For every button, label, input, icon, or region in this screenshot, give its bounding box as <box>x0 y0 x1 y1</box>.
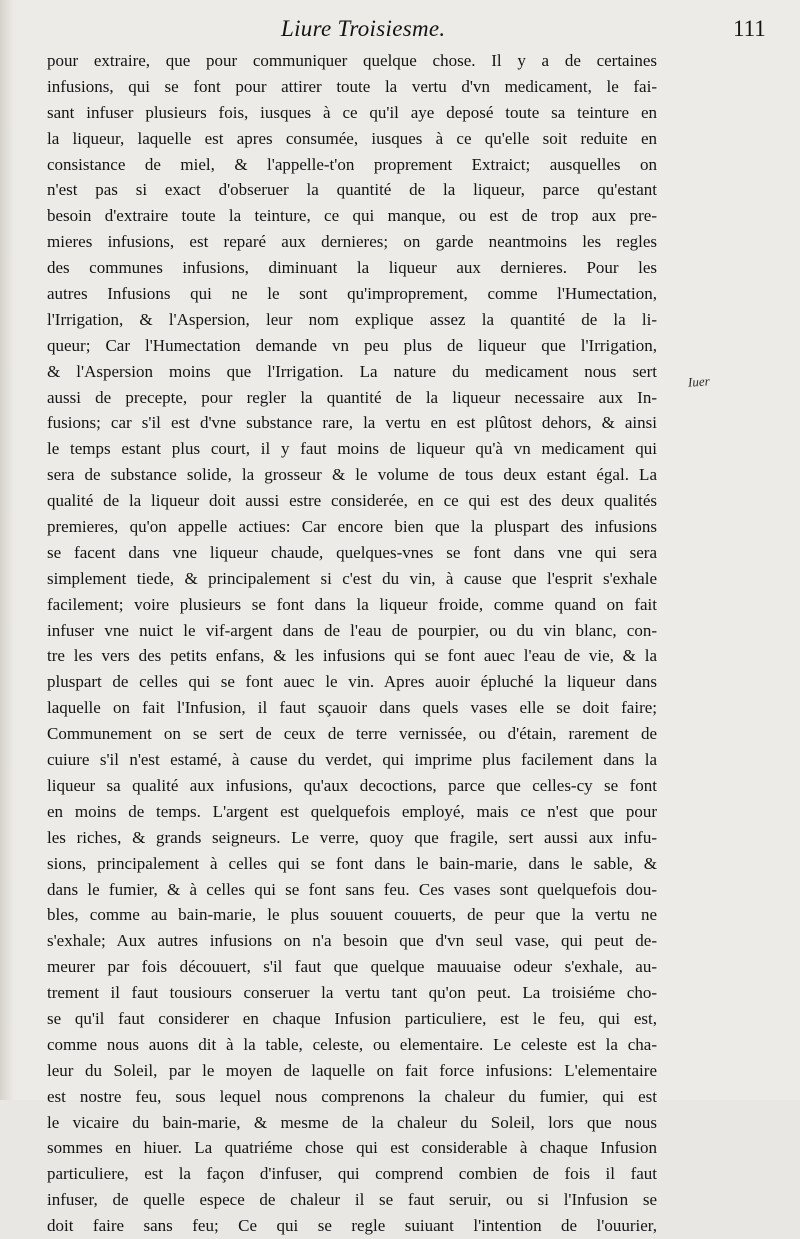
text-line: le vicaire du bain-marie, & mesme de la chaleur du Soleil, lors que nous <box>47 1112 657 1132</box>
text-line: laquelle on fait l'Infusion, il faut sçauoir dans quels vases elle se doit faire; <box>47 698 657 718</box>
text-line: est nostre feu, sous lequel nous comprenons la chaleur du fumier, qui est <box>47 1086 657 1106</box>
text-line: tre les vers des petits enfans, & les infusions qui se font auec l'eau de vie, & la <box>47 646 657 666</box>
text-line: simplement tiede, & principalement si c'est du vin, à cause que l'esprit s'exhale <box>47 568 657 588</box>
page-number: 111 <box>733 16 766 41</box>
text-line: dans le fumier, & à celles qui se font sans feu. Ces vases sont quelquefois dou- <box>47 879 657 899</box>
text-line: meurer par fois découuert, s'il faut que quelque mauuaise odeur s'exhale, au- <box>47 957 657 977</box>
text-line: Communement on se sert de ceux de terre vernissée, ou d'étain, rarement de <box>47 724 657 744</box>
page-header <box>0 16 800 46</box>
text-line: leur du Soleil, par le moyen de laquelle on fait force infusions: L'elementaire <box>47 1060 657 1080</box>
text-line: sommes en hiuer. La quatriéme chose qui est considerable à chaque Infusion <box>47 1138 657 1158</box>
text-line: queur; Car l'Humectation demande vn peu plus de liqueur que l'Irrigation, <box>47 335 657 355</box>
text-line: comme nous auons dit à la table, celeste, ou elementaire. Le celeste est la cha- <box>47 1034 657 1054</box>
text-line: liqueur sa qualité aux infusions, qu'aux decoctions, parce que celles-cy se font <box>47 775 657 795</box>
text-line: sant infuser plusieurs fois, iusques à ce qu'il aye deposé toute sa teinture en <box>47 102 657 122</box>
margin-note: Iuer <box>687 373 711 390</box>
text-line: n'est pas si exact d'obseruer la quantité de la liqueur, parce qu'estant <box>47 180 657 200</box>
text-line: infuser, de quelle espece de chaleur il se faut seruir, ou si l'Infusion se <box>47 1190 657 1210</box>
text-line: se qu'il faut considerer en chaque Infusion particuliere, est le feu, qui est, <box>47 1008 657 1028</box>
text-line: trement il faut tousiours conseruer la vertu tant qu'on peut. La troisiéme cho- <box>47 983 657 1003</box>
text-line: doit faire sans feu; Ce qui se regle suiuant l'intention de l'ouurier, <box>47 1216 657 1236</box>
text-line: pour extraire, que pour communiquer quelque chose. Il y a de certaines <box>47 51 657 70</box>
text-line: particuliere, est la façon d'infuser, qui comprend combien de fois il faut <box>47 1164 657 1184</box>
text-line: s'exhale; Aux autres infusions on n'a besoin que d'vn seul vase, qui peut de- <box>47 931 657 951</box>
text-line: qualité de la liqueur doit aussi estre considerée, en ce qui est des deux qualités <box>47 491 657 511</box>
text-line: consistance de miel, & l'appelle-t'on proprement Extraict; ausquelles on <box>47 154 657 174</box>
text-line: mieres infusions, est reparé aux dernieres; on garde neantmoins les regles <box>47 232 657 252</box>
text-line: sions, principalement à celles qui se font dans le bain-marie, dans le sable, & <box>47 853 657 873</box>
body-text <box>47 48 657 1239</box>
text-line: pluspart de celles qui se font auec le vin. Apres auoir épluché la liqueur dans <box>47 672 657 692</box>
text-line: premieres, qu'on appelle actiues: Car encore bien que la pluspart des infusions <box>47 517 657 537</box>
text-line: besoin d'extraire toute la teinture, ce qui manque, ou est de trop aux pre- <box>47 206 657 226</box>
text-line: des communes infusions, diminuant la liqueur aux dernieres. Pour les <box>47 258 657 278</box>
text-line: bles, comme au bain-marie, le plus souuent couuerts, de peur que la vertu ne <box>47 905 657 925</box>
text-line: cuiure s'il n'est estamé, à cause du verdet, qui imprime plus facilement dans la <box>47 750 657 770</box>
text-line: sera de substance solide, la grosseur & le volume de tous deux estant égal. La <box>47 465 657 485</box>
text-line: l'Irrigation, & l'Aspersion, leur nom explique assez la quantité de la li- <box>47 309 657 329</box>
text-line: fusions; car s'il est d'vne substance rare, la vertu en est plûtost dehors, & ainsi <box>47 413 657 433</box>
text-line: autres Infusions qui ne le sont qu'improprement, comme l'Humectation, <box>47 284 657 304</box>
text-line: la liqueur, laquelle est apres consumée, iusques à ce qu'elle soit reduite en <box>47 128 657 148</box>
text-line: facilement; voire plusieurs se font dans la liqueur froide, comme quand on fait <box>47 594 657 614</box>
text-line: infusions, qui se font pour attirer toute la vertu d'vn medicament, le fai- <box>47 76 657 96</box>
text-line: & l'Aspersion moins que l'Irrigation. La nature du medicament nous sert <box>47 361 657 381</box>
running-title: Liure Troisiesme. <box>281 16 446 41</box>
text-line: en moins de temps. L'argent est quelquefois employé, mais ce n'est que pour <box>47 801 657 821</box>
text-line: les riches, & grands seigneurs. Le verre, quoy que fragile, sert aussi aux infu- <box>47 827 657 847</box>
text-line: aussi de precepte, pour regler la quantité de la liqueur necessaire aux In- <box>47 387 657 407</box>
text-line: le temps estant plus court, il y faut moins de liqueur qu'à vn medicament qui <box>47 439 657 459</box>
text-line: infuser vne nuict le vif-argent dans de l'eau de pourpier, ou du vin blanc, con- <box>47 620 657 640</box>
text-line: se facent dans vne liqueur chaude, quelques-vnes se font dans vne qui sera <box>47 542 657 562</box>
gutter-shadow <box>0 0 14 1100</box>
